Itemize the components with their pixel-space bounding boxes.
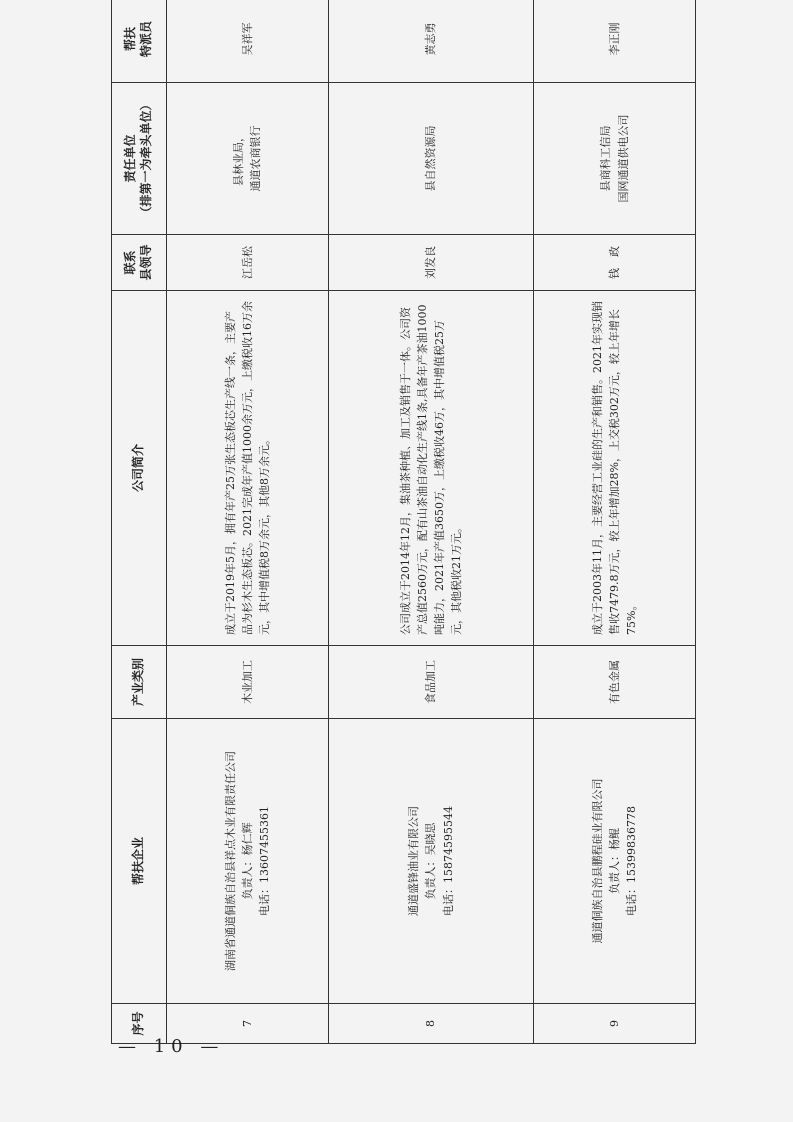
header-intro: 公司简介 [112, 291, 167, 646]
row-envoy: 李正刚 [534, 0, 696, 83]
unit-primary: 县自然资源局 [424, 125, 438, 192]
assistance-table [111, 0, 696, 1044]
header-envoy-line2: 特派员 [139, 21, 153, 58]
unit-secondary: 国网通道供电公司 [616, 114, 630, 203]
row-leader: 江岳松 [167, 235, 329, 291]
page-number: — 10 — [118, 1036, 225, 1057]
header-envoy [112, 0, 167, 83]
row-enterprise [534, 719, 696, 1004]
assistance-table-sheet [111, 0, 696, 1044]
row-intro: 成立于2019年5月，拥有年产25万张生态板芯生产线一条，主要产品为杉木生态板芯。2021完成年产值1000余万元，上缴税收16万余元，其中增值税8万余元，其他8万余元。 [167, 291, 329, 646]
row-unit [328, 83, 533, 235]
enterprise-name: 湖南省通道侗族自治县祥点木业有限责任公司 [223, 751, 237, 971]
enterprise-phone: 电话：15874595544 [441, 806, 455, 916]
header-leader-line2: 县领导 [139, 244, 153, 281]
header-envoy-line1: 帮扶 [123, 27, 138, 52]
header-leader-line1: 联系 [123, 250, 138, 275]
row-intro: 成立于2003年11月，主要经营工业硅的生产和销售。2021年实现销售收7479.8万元，较上年增加28%，上交税302万元，较上年增长75%。 [534, 291, 696, 646]
row-industry: 食品加工 [328, 646, 533, 719]
header-unit [112, 83, 167, 235]
enterprise-phone: 电话：13607455361 [258, 806, 271, 916]
unit-primary: 县林业局， [232, 131, 246, 186]
row-seq: 7 [167, 1004, 329, 1044]
table-row [328, 0, 533, 1044]
row-enterprise [167, 719, 329, 1004]
row-leader: 刘发良 [328, 235, 533, 291]
row-unit [167, 83, 329, 235]
header-unit-line2: （排第一为牵头单位） [139, 98, 153, 219]
row-envoy: 吴祥军 [167, 0, 329, 83]
table-row [534, 0, 696, 1044]
enterprise-phone: 电话：15399836778 [625, 806, 639, 916]
unit-secondary: 通道农商银行 [249, 125, 263, 192]
row-seq: 8 [328, 1004, 533, 1044]
enterprise-contact: 负责人：杨鲲 [607, 828, 621, 894]
row-intro: 公司成立于2014年12月，集油茶种植、加工及销售于一体。公司资产总值2560万元，配有山茶油自动化生产线1条,具备年产茶油1000吨能力，2021年产值3650万，上缴税收46万，其中增值税25万元，其他税收21万元。 [328, 291, 533, 646]
table-header-row [112, 0, 167, 1044]
row-leader: 钱 政 [534, 235, 696, 291]
table-row [167, 0, 329, 1044]
row-industry: 木业加工 [167, 646, 329, 719]
row-seq: 9 [534, 1004, 696, 1044]
enterprise-contact: 负责人：杨仁辉 [240, 822, 254, 900]
unit-primary: 县商科工信局 [599, 125, 613, 192]
header-seq: 序号 [112, 1004, 167, 1044]
header-enterprise: 帮扶企业 [112, 719, 167, 1004]
row-enterprise [328, 719, 533, 1004]
header-leader [112, 235, 167, 291]
row-envoy: 黄志勇 [328, 0, 533, 83]
row-industry: 有色金属 [534, 646, 696, 719]
enterprise-name: 通道侗族自治县鹏程硅业有限公司 [590, 778, 604, 944]
enterprise-contact: 负责人：吴晓思 [424, 822, 438, 900]
enterprise-name: 通道盛锋油业有限公司 [407, 806, 421, 916]
header-industry: 产业类别 [112, 646, 167, 719]
header-unit-line1: 责任单位 [123, 134, 138, 183]
row-unit [534, 83, 696, 235]
